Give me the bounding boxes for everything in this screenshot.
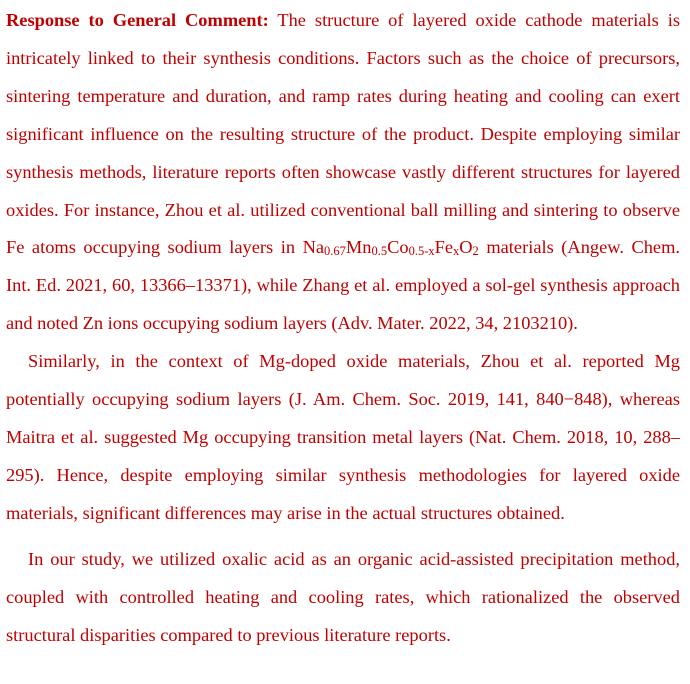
paragraph-1-text-b: materials (Angew. Chem. Int. Ed. 2021, 60, 13366–13371), while Zhang et al. employed a sol-gel synthesis approach and noted Zn ions occupying sodium layers (Adv. Mater. 2022, 34, 2103210). (6, 237, 681, 334)
paragraph-1-text-a: The structure of layered oxide cathode materials is intricately linked to their synthesis conditions. Factors such as the choice of precursors, sintering temperature and duration, and ramp rates during heating and cooling can exert significant influence on the resulting structure of the product. Despite employing similar synthesis methods, literature reports often showcase vastly different structures for layered oxides. For instance, Zhou et al. utilized conventional ball milling and sintering to observe Fe atoms occupying sodium layers in (6, 10, 680, 258)
paragraph-3: In our study, we utilized oxalic acid as an organic acid-assisted precipitation method, coupled with controlled heating and cooling rates, which rationalized the observed structural disparities compared to previous literature reports. (6, 548, 680, 645)
document-body (6, 2, 680, 654)
response-heading: Response to General Comment: (6, 10, 269, 30)
paragraph-2: Similarly, in the context of Mg-doped oxide materials, Zhou et al. reported Mg potentially occupying sodium layers (J. Am. Chem. Soc. 2019, 141, 840−848), whereas Maitra et al. suggested Mg occupying transition metal layers (Nat. Chem. 2018, 10, 288–295). Hence, despite employing similar synthesis methodologies for layered oxide materials, significant differences may arise in the actual structures obtained. (6, 351, 680, 523)
chemical-formula: Na0.67Mn0.5Co0.5-xFexO2 (302, 237, 479, 259)
paragraph-1 (6, 2, 680, 343)
